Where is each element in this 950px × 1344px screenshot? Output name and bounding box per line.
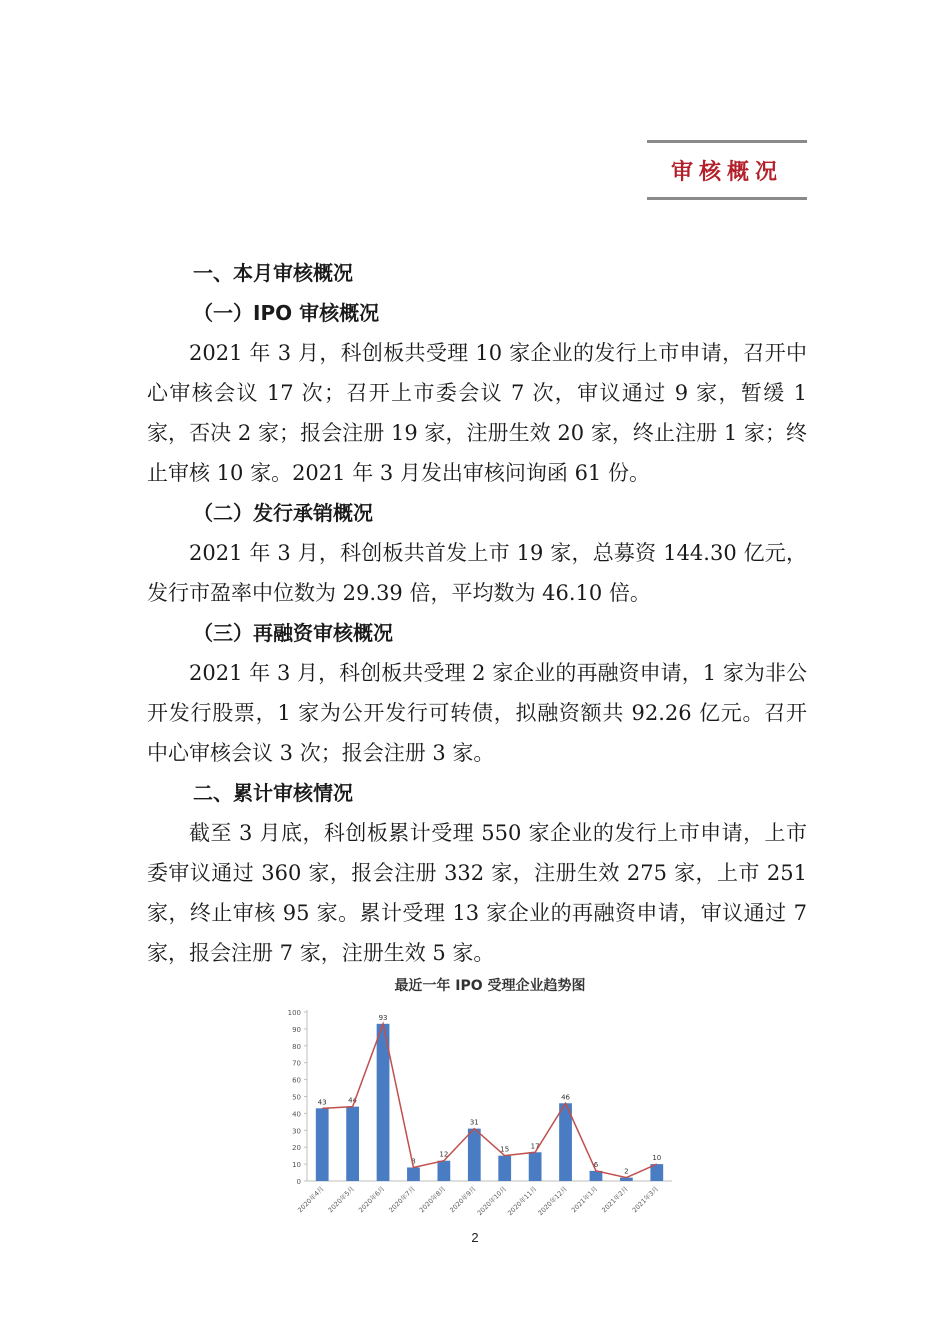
y-tick-label: 20: [292, 1144, 301, 1153]
x-tick-label: 2020年8月: [417, 1184, 448, 1215]
y-tick-label: 90: [292, 1025, 301, 1034]
x-tick-label: 2021年1月: [569, 1184, 600, 1215]
x-tick-label: 2021年3月: [630, 1184, 661, 1215]
bar-2020年8月: [437, 1161, 450, 1181]
document-body: [147, 253, 807, 973]
x-tick-label: 2021年2月: [600, 1184, 630, 1215]
data-label: 44: [348, 1096, 358, 1105]
y-tick-label: 60: [292, 1076, 301, 1085]
x-tick-label: 2020年5月: [326, 1184, 357, 1215]
heading-ipo-review: （一）IPO 审核概况: [193, 301, 380, 325]
x-tick-label: 2020年12月: [536, 1184, 569, 1218]
paragraph-cumulative: 截至 3 月底，科创板累计受理 550 家企业的发行上市申请，上市委审议通过 360 家，报会注册 332 家，注册生效 275 家，上市 251 家，终止审核 95 家。累计受理 13 家企业的再融资申请，审议通过 7 家，报会注册 7 家，注册生效 5 家。: [147, 821, 807, 965]
ipo-trend-chart: [270, 972, 710, 1232]
y-tick-label: 10: [292, 1161, 301, 1170]
y-tick-label: 40: [292, 1110, 301, 1119]
data-label: 17: [530, 1142, 540, 1151]
bar-2020年7月: [407, 1167, 420, 1181]
heading-issuance: （二）发行承销概况: [193, 501, 373, 525]
y-tick-label: 50: [292, 1093, 301, 1102]
chart-svg: [270, 972, 710, 1232]
y-tick-label: 0: [296, 1178, 301, 1186]
data-label: 15: [500, 1145, 510, 1154]
y-tick-label: 30: [292, 1127, 301, 1136]
paragraph-refinancing: 2021 年 3 月，科创板共受理 2 家企业的再融资申请，1 家为非公开发行股票，1 家为公开发行可转债，拟融资额共 92.26 亿元。召开中心审核会议 3 次；报会注册 3 家。: [147, 661, 807, 765]
x-tick-label: 2020年10月: [475, 1184, 509, 1218]
y-tick-label: 100: [287, 1009, 301, 1017]
bar-2020年11月: [529, 1152, 542, 1181]
bar-2020年9月: [468, 1129, 481, 1181]
data-label: 10: [652, 1154, 662, 1163]
x-tick-label: 2020年11月: [506, 1184, 539, 1218]
data-label: 43: [317, 1098, 327, 1107]
data-label: 46: [561, 1093, 571, 1102]
heading-refinancing: （三）再融资审核概况: [193, 621, 393, 645]
bar-2020年4月: [316, 1108, 329, 1181]
x-tick-label: 2020年9月: [448, 1184, 478, 1215]
trend-line: [322, 1024, 657, 1178]
x-tick-label: 2020年4月: [296, 1184, 326, 1215]
data-label: 8: [411, 1157, 416, 1166]
x-tick-label: 2020年7月: [387, 1184, 417, 1215]
y-tick-label: 80: [292, 1042, 301, 1051]
chart-title: 最近一年 IPO 受理企业趋势图: [394, 978, 586, 994]
data-label: 93: [378, 1013, 388, 1022]
paragraph-ipo-review: 2021 年 3 月，科创板共受理 10 家企业的发行上市申请，召开中心审核会议 17 次；召开上市委会议 7 次，审议通过 9 家，暂缓 1 家，否决 2 家；报会注册 19 家，注册生效 20 家，终止注册 1 家；终止审核 10 家。2021 年 3 月发出审核问询函 61 份。: [147, 341, 807, 485]
x-tick-label: 2020年6月: [356, 1184, 387, 1215]
heading-1: 一、本月审核概况: [193, 261, 353, 285]
data-label: 2: [624, 1167, 629, 1176]
y-tick-label: 70: [292, 1059, 301, 1068]
paragraph-issuance: 2021 年 3 月，科创板共首发上市 19 家，总募资 144.30 亿元，发行市盈率中位数为 29.39 倍，平均数为 46.10 倍。: [147, 541, 807, 605]
heading-2: 二、累计审核情况: [193, 781, 353, 805]
data-label: 12: [439, 1150, 449, 1159]
section-header-title: 审核概况: [670, 159, 783, 185]
bar-2020年10月: [498, 1156, 511, 1181]
section-header-box: [647, 140, 807, 200]
data-label: 6: [593, 1160, 599, 1169]
page-number: 2: [471, 1230, 479, 1245]
bar-2020年5月: [346, 1107, 359, 1181]
data-label: 31: [469, 1118, 479, 1127]
